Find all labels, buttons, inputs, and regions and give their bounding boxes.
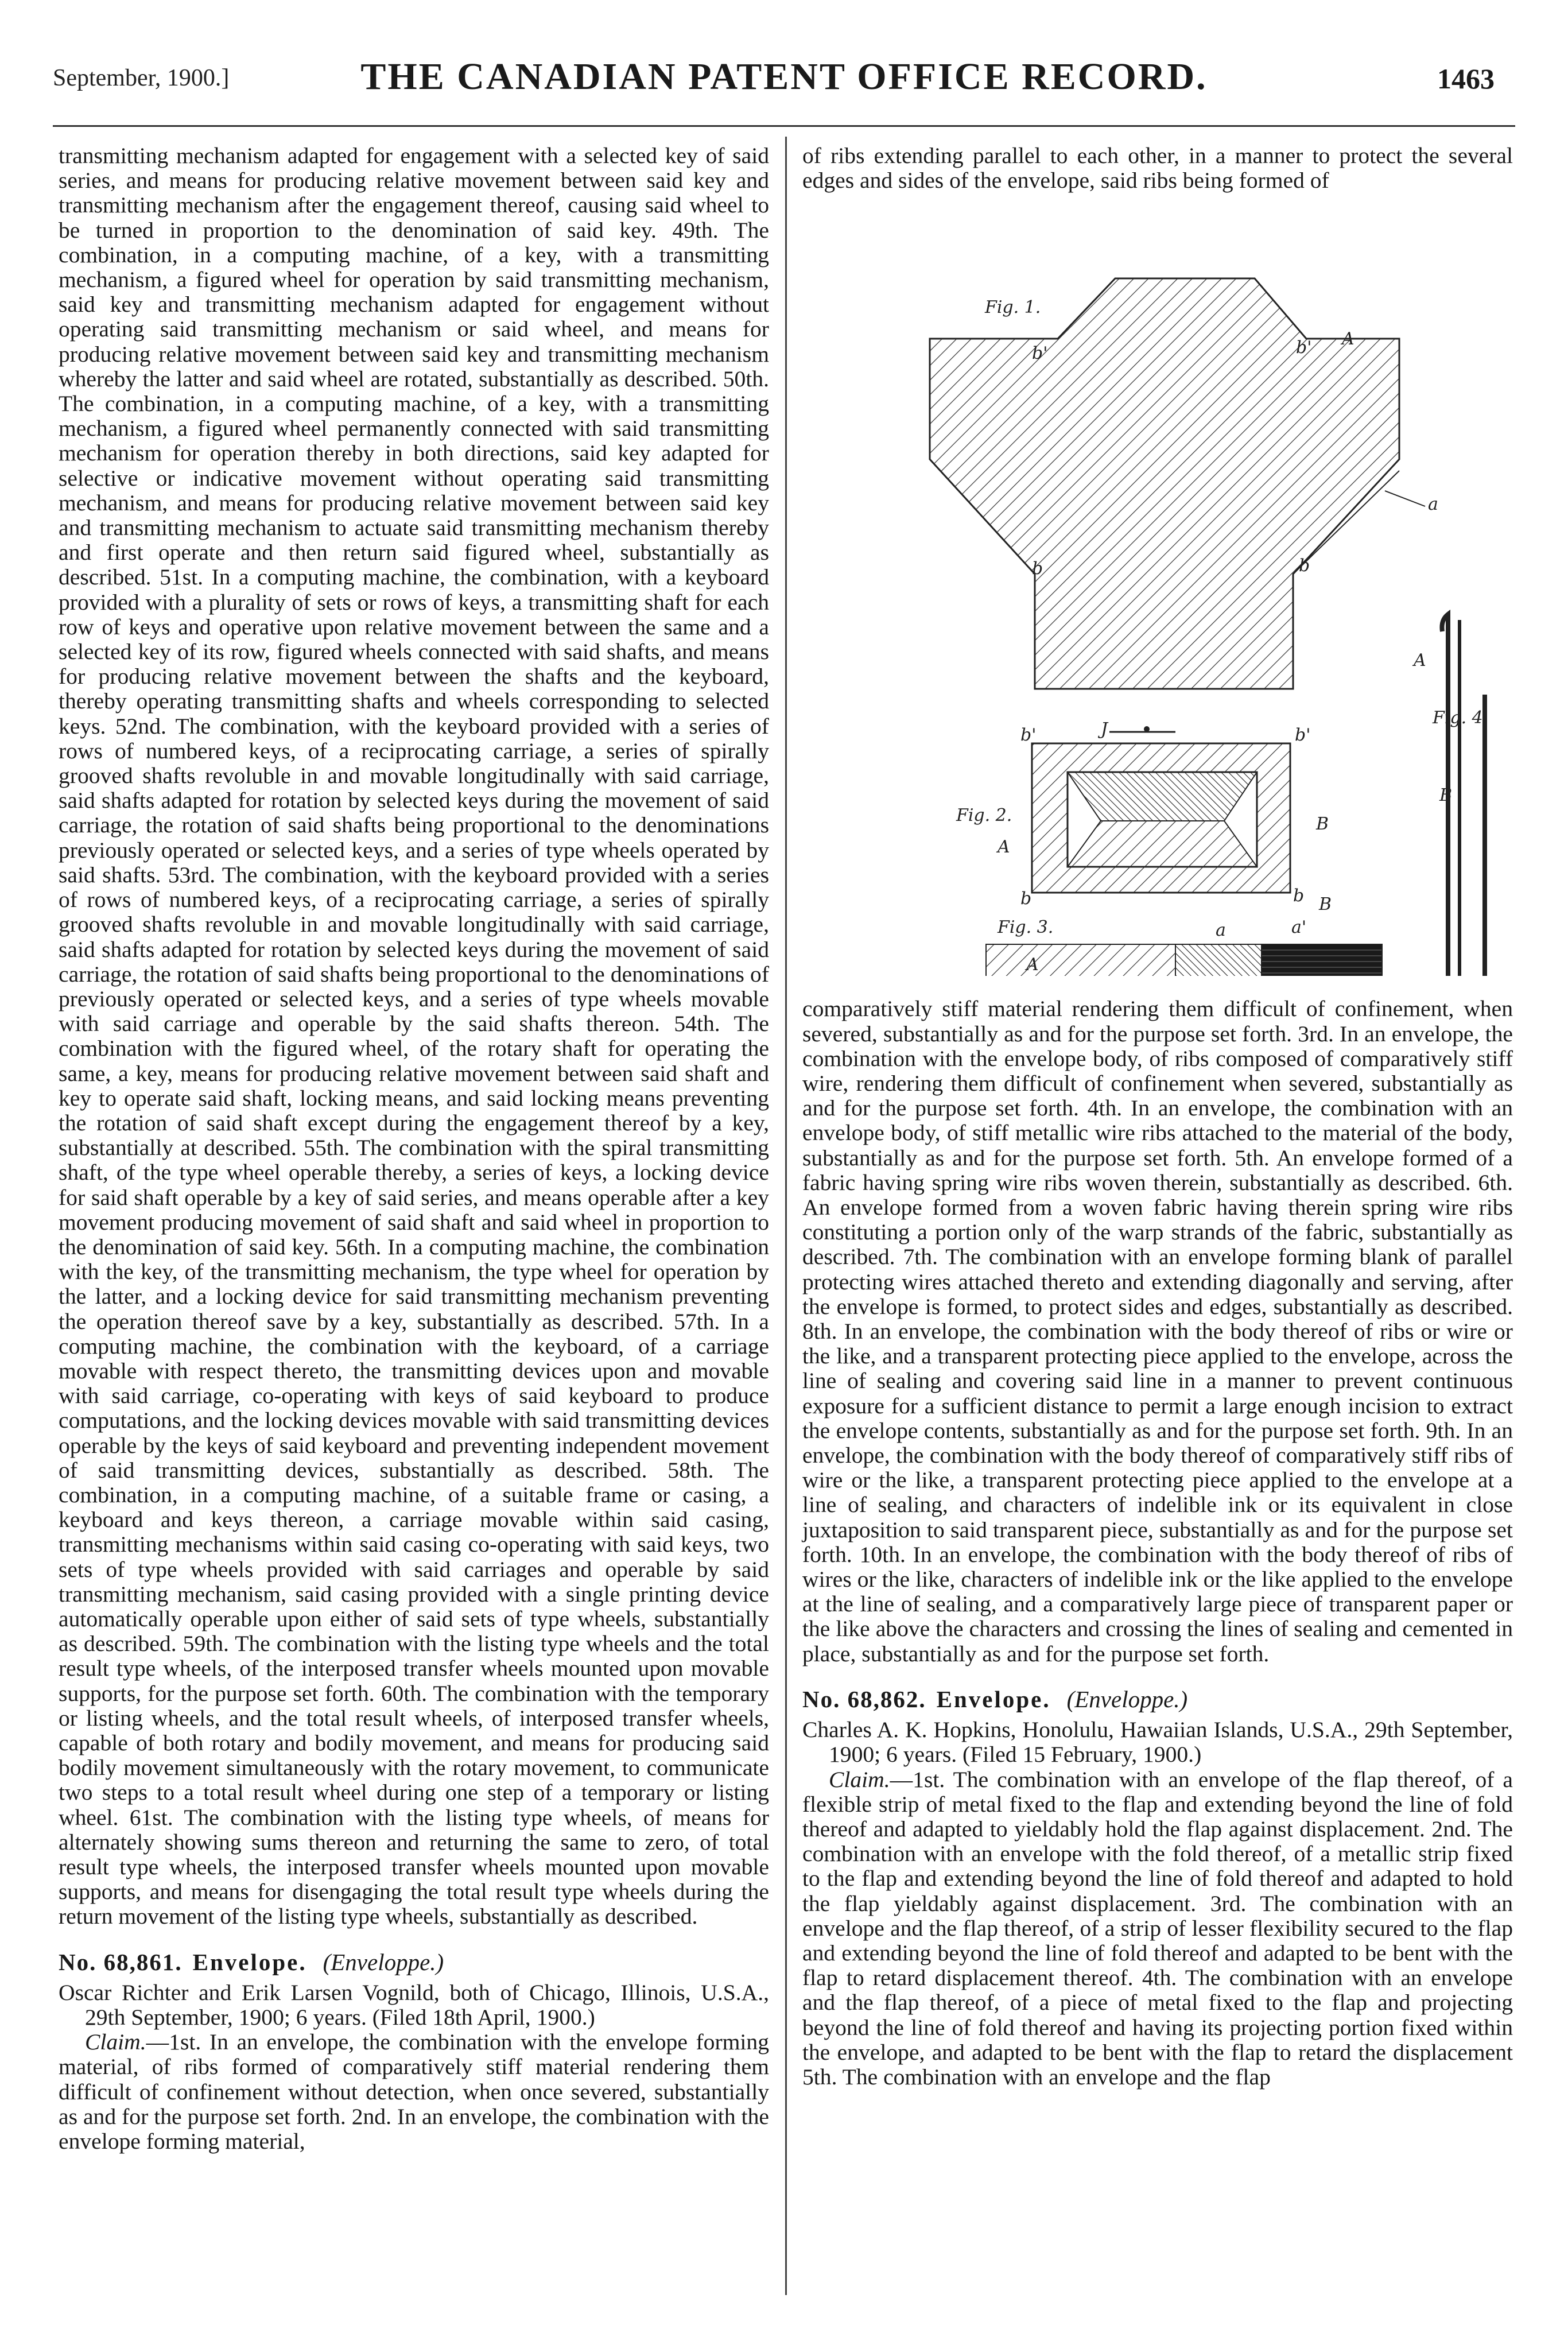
fig1-letter-b-right: b bbox=[1299, 556, 1310, 576]
continued-claims-text-top: of ribs extending parallel to each other, in a manner to protect the several edges and sides of the envelope, said ribs being formed of bbox=[802, 143, 1513, 193]
fig3-letter-a-prime: a' bbox=[1291, 917, 1307, 938]
continued-claims-text-bottom: comparatively stiff material rendering them difficult of confinement, when severed, substantially as and for the purpose set forth. 3rd. In an envelope, the combination with the envelope body, of ribs composed of comparatively stiff wire, rendering them difficult of confinement when severed, substantially as and for the purpose set forth. 4th. In an envelope, the combination with an envelope body, of stiff metallic wire ribs attached to the material of the body, substantially as and for the purpose set forth. 5th. An envelope formed of a fabric having spring wire ribs woven therein, substantially as described. 6th. An envelope formed from a woven fabric having therein spring wire ribs constituting a portion only of the warp strands of the fabric, substantially as described. 7th. The combination with an envelope forming blank of parallel protecting wires attached thereto and extending diagonally and serving, after the envelope is formed, to protect sides and edges, substantially as described. 8th. In an envelope, the combination with the body thereof of ribs or wire or the like, and a transparent protecting piece applied to the envelope, across the line of sealing and covering said line in a manner to prevent continuous exposure for a sufficient distance to permit a large enough incision to extract the envelope contents, substantially as and for the purpose set forth. 9th. In an envelope, the combination with the body thereof of comparatively stiff ribs of wire or the like, a transparent protecting piece applied to the envelope at a line of sealing, and characters of indelible ink or its equivalent in close juxtaposition to said transparent piece, substantially as and for the purpose set forth. 10th. In an envelope, the combination with the body thereof of ribs of wires or the like, characters of indelible ink or the like applied to the envelope at the line of sealing, and a comparatively large piece of transparent paper or the like above the characters and crossing the lines of sealing and cemented in place, substantially as and for the purpose set forth. bbox=[802, 996, 1513, 1666]
fig2-letter-A: A bbox=[998, 837, 1010, 858]
patent-drawing-figure bbox=[802, 230, 1513, 976]
fig1-envelope-blank bbox=[930, 278, 1399, 689]
fig1-letter-b-left: b bbox=[1032, 559, 1043, 579]
fig2-label: Fig. 2. bbox=[956, 805, 1012, 826]
fig2-letter-b-right: b bbox=[1293, 886, 1305, 906]
fig1-letter-b-prime-left: b' bbox=[1032, 343, 1048, 364]
fig2-letter-b-left: b bbox=[1020, 889, 1032, 909]
continued-claims-text: transmitting mechanism adapted for engagement with a selected key of said series, and means for producing relative movement between said key and transmitting mechanism after the engagement thereof, causing said wheel to be turned in proportion to the denomination of said key. 49th. The combination, in a computing machine, of a key, with a transmitting mechanism, a figured wheel for operation by said transmitting mechanism, said key and transmitting mechanism adapted for engagement without operating said transmitting mechanism or said wheel, and means for producing relative movement between said key and transmitting mechanism whereby the latter and said wheel are rotated, substantially as described. 50th. The combination, in a computing machine, of a key, with a transmitting mechanism, a figured wheel permanently connected with said transmitting mechanism for operation thereby in both directions, said key adapted for selective or indicative movement without operating said transmitting mechanism, and means for producing relative movement between said key and transmitting mechanism to actuate said transmitting mechanism thereby and first operate and then return said figured wheel, substantially as described. 51st. In a computing machine, the combination, with a keyboard provided with a plurality of sets or rows of keys, a transmitting shaft for each row of keys and operative upon relative movement between the same and a selected key of its row, figured wheels connected with said shafts, and means for producing relative movement between the shafts and the keyboard, thereby operating transmitting shafts and wheels corresponding to selected keys. 52nd. The combination, with the keyboard provided with a series of rows of numbered keys, of a reciprocating carriage, a series of spirally grooved shafts revoluble in and movable longitudinally with said carriage, said shafts adapted for rotation by selected keys during the movement of said carriage, the rotation of said shafts being proportional to the denominations previously operated or selected keys, and a series of type wheels operated by said shafts. 53rd. The combination, with the keyboard provided with a series of rows of numbered keys, of a reciprocating carriage, a series of spirally grooved shafts revoluble in and movable longitudinally with said carriage, said shafts adapted for rotation by selected keys during the movement of said carriage, the rotation of said shafts being proportional to the denominations of previously operated or selected keys, and a series of type wheels movable with said carriage and operable by the said shafts thereon. 54th. The combination with the figured wheel, of the rotary shaft for operating the same, a key, means for producing relative movement between said shaft and key to operate said shaft, locking means, and said locking means preventing the rotation of said shaft except during the engagement thereof by a key, substantially at described. 55th. The combination with the spiral transmitting shaft, of the type wheel operable thereby, a series of keys, a locking device for said shaft operable by a key of said series, and means operable after a key movement producing movement of said shaft and said wheel in proportion to the denomination of said key. 56th. In a computing machine, the combination with the key, of the transmitting mechanism, the type wheel for operation by the latter, and a locking device for said transmitting mechanism preventing the operation thereof save by a key, substantially as described. 57th. In a computing machine, the combination with the keyboard, of a carriage movable with respect thereto, the transmitting devices upon and movable with said carriage, co-operating with keys of said keyboard to produce computations, and the locking devices movable with said transmitting devices operable by the keys of said keyboard and preventing independent movement of said transmitting devices, substantially as described. 58th. The combination, in a computing machine, of a suitable frame or casing, a keyboard and keys thereon, a carriage movable within said casing, transmitting mechanisms within said casing co-operating with said keys, two sets of type wheels provided with said carriages and operable by said transmitting mechanism, said casing provided with a single printing device automatically operable upon either of said sets of type wheels, substantially as described. 59th. The combination with the listing type wheels and the total result type wheels, of the interposed transfer wheels mounted upon movable supports, for the purpose set forth. 60th. The combination with the temporary or listing wheels, and the total result wheels, of interposed transfer wheels, capable of both rotary and bodily movement, and means for producing said bodily movement simultaneously with the rotary movement, to communicate two steps to a total result wheel during one step of a temporary or listing wheel. 61st. The combination with the listing type wheels, of means for alternately showing sums thereon and returning the same to zero, of total result type wheels, the interposed transfer wheels mounted upon movable supports, and means for disengaging the total result type wheels during the return movement of the listing type wheels, substantially as described. bbox=[59, 143, 769, 1929]
fig3-letter-A: A bbox=[1026, 955, 1039, 975]
header-date: September, 1900.] bbox=[53, 65, 230, 91]
fig2-letter-b-prime-right: b' bbox=[1295, 725, 1311, 746]
patent-claims-2 bbox=[802, 1767, 1513, 2090]
publication-title: THE CANADIAN PATENT OFFICE RECORD. bbox=[360, 56, 1208, 98]
column-divider bbox=[785, 137, 787, 2295]
patent-byline-2: Charles A. K. Hopkins, Honolulu, Hawaiian Islands, U.S.A., 29th September, 1900; 6 years. (Filed 15 February, 1900.) bbox=[802, 1717, 1513, 1767]
fig4-letter-B: B bbox=[1439, 785, 1453, 806]
fig2-letter-B: B bbox=[1316, 814, 1329, 835]
right-column bbox=[802, 144, 1513, 2090]
fig1-letter-a: a bbox=[1428, 494, 1438, 515]
patent-entry-heading-2 bbox=[802, 1687, 1513, 1712]
patent-title-french: (Enveloppe.) bbox=[323, 1948, 444, 1975]
fig3-letter-a: a bbox=[1216, 920, 1226, 941]
fig3-label: Fig. 3. bbox=[998, 917, 1054, 938]
patent-entry-heading bbox=[59, 1950, 769, 1975]
fig3-fabric-section bbox=[986, 944, 1382, 976]
fig2-letter-J: J bbox=[1101, 719, 1108, 740]
fig1-letter-b-prime-right: b' bbox=[1296, 338, 1312, 358]
claims-text: —1st. In an envelope, the combination with the envelope forming material, of ribs formed of comparatively stiff material rendering them difficult of confinement without detection, when once severed, substantially as and for the purpose set forth. 2nd. In an envelope, the combination with the envelope forming material, bbox=[59, 2029, 769, 2154]
fig4-label: Fig. 4. bbox=[1433, 708, 1489, 728]
patent-title-french-2: (Enveloppe.) bbox=[1066, 1685, 1188, 1712]
header-rule bbox=[53, 125, 1515, 127]
patent-title-2: Envelope. bbox=[936, 1685, 1051, 1712]
fig2-sealed-envelope bbox=[1032, 726, 1290, 893]
patent-number-2: No. 68,862. bbox=[802, 1685, 926, 1712]
patent-claims bbox=[59, 2030, 769, 2154]
patent-number: No. 68,861. bbox=[59, 1948, 183, 1975]
claim-label: Claim. bbox=[85, 2029, 146, 2055]
envelope-drawing bbox=[802, 230, 1513, 976]
fig1-letter-A: A bbox=[1342, 329, 1354, 350]
fig2-letter-b-prime-left: b' bbox=[1020, 725, 1037, 746]
patent-byline: Oscar Richter and Erik Larsen Vognild, both of Chicago, Illinois, U.S.A., 29th September, 1900; 6 years. (Filed 18th April, 1900.) bbox=[59, 1979, 769, 2030]
left-column bbox=[59, 144, 769, 2154]
patent-title: Envelope. bbox=[192, 1948, 307, 1975]
fig4-letter-A: A bbox=[1414, 650, 1426, 671]
claims-text-2: —1st. The combination with an envelope of the flap thereof, of a flexible strip of metal fixed to the flap and extending beyond the line of fold thereof and adapted to yieldably hold the flap against displacement. 2nd. The combination with an envelope with the fold thereof, of a metallic strip fixed to the flap and extending beyond the line of fold thereof and adapted to hold the flap yieldably against displacement. 3rd. The combination with an envelope and the flap thereof, of a strip of lesser flexibility secured to the flap and extending beyond the line of fold thereof and adapted to be bent with the flap to retard displacement thereof. 4th. The combination with an envelope and the flap thereof, of a piece of metal fixed to the flap and projecting beyond the line of fold thereof and having its projecting portion fixed within the envelope, and adapted to be bent with the flap to retard the displacement 5th. The combination with an envelope and the flap bbox=[802, 1766, 1513, 2090]
fig2-letter-B-lower: B bbox=[1319, 894, 1332, 915]
claim-label-2: Claim. bbox=[829, 1766, 890, 1792]
page-number: 1463 bbox=[1437, 63, 1495, 95]
fig1-label: Fig. 1. bbox=[985, 297, 1041, 318]
